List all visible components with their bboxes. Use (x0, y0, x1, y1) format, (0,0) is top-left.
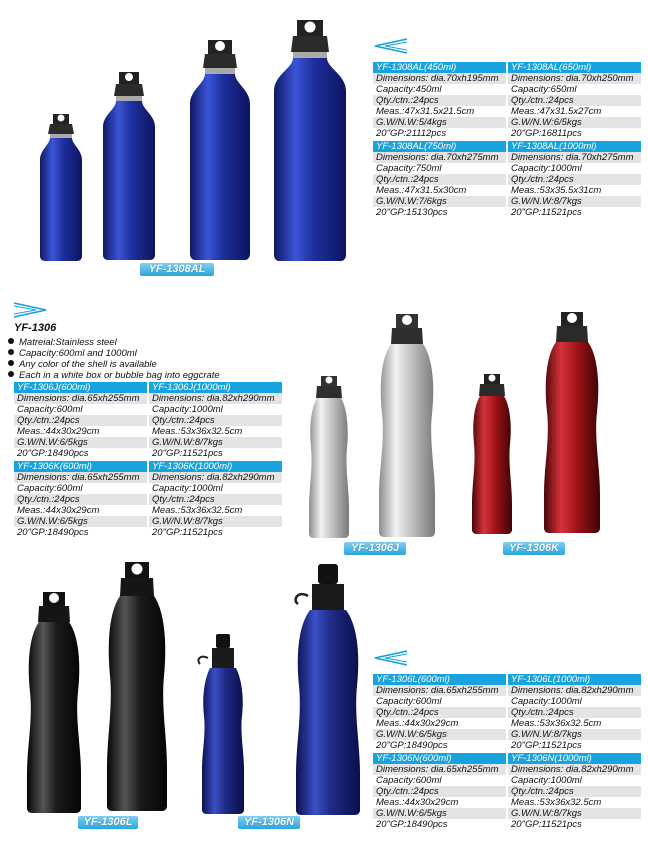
bullet-item: Each in a white box or bubble bag into eggcrate (8, 370, 220, 381)
spec-table-yf-1306ln (373, 674, 643, 830)
spec-line: G.W/N.W:8/7kgs (508, 808, 641, 819)
spec-block-1306l-600ml (373, 674, 506, 751)
spec-line: G.W/N.W:8/7kgs (149, 437, 282, 448)
spec-header: YF-1306N(1000ml) (508, 753, 641, 764)
spec-line: Dimensions: dia.65xh255mm (14, 393, 147, 404)
spec-line: G.W/N.W:5/4kgs (373, 117, 506, 128)
spec-line: Qty./ctn.:24pcs (373, 174, 506, 185)
spec-line: Dimensions: dia.70xh250mm (508, 73, 641, 84)
spec-block-1306n-600ml (373, 753, 506, 830)
bottle-yf-1306k-1000ml (538, 310, 606, 536)
label-yf-1306j: YF-1306J (344, 542, 406, 555)
spec-header: YF-1306J(1000ml) (149, 382, 282, 393)
spec-header: YF-1306K(1000ml) (149, 461, 282, 472)
spec-header: YF-1306J(600ml) (14, 382, 147, 393)
spec-line: 20"GP:18490pcs (17, 448, 89, 459)
spec-line: Qty./ctn.:24pcs (149, 415, 282, 426)
spec-line: Qty./ctn.:24pcs (373, 786, 506, 797)
spec-line: Capacity:450ml (376, 84, 442, 95)
spec-line: Dimensions: dia.82xh290mm (149, 472, 282, 483)
spec-line: Dimensions: dia.65xh255mm (14, 472, 147, 483)
spec-line: Capacity:1000ml (511, 775, 582, 786)
spec-block-1000ml (508, 141, 641, 218)
spec-header: YF-1306L(600ml) (373, 674, 506, 685)
spec-header: YF-1306K(600ml) (14, 461, 147, 472)
spec-line: Capacity:600ml (376, 775, 442, 786)
spec-line: Dimensions: dia.65xh255mm (373, 685, 506, 696)
spec-block-1306j-600ml (14, 382, 147, 459)
spec-line: 20"GP:16811pcs (511, 128, 582, 139)
bottle-yf-1306k-600ml (468, 372, 516, 536)
spec-line: Qty./ctn.:24pcs (373, 707, 506, 718)
spec-line: Meas.:44x30x29cm (17, 426, 100, 437)
spec-line: G.W/N.W:6/5kgs (508, 117, 641, 128)
spec-line: Meas.:47x31.5x27cm (511, 106, 602, 117)
spec-line: G.W/N.W:8/7kgs (508, 196, 641, 207)
label-yf-1306l: YF-1306L (78, 816, 138, 829)
spec-line: Qty./ctn.:24pcs (14, 494, 147, 505)
label-yf-1306k: YF-1306K (503, 542, 565, 555)
spec-line: Capacity:1000ml (511, 696, 582, 707)
spec-block-1306k-1000ml (149, 461, 282, 538)
spec-line: G.W/N.W:6/5kgs (14, 516, 147, 527)
spec-line: 20"GP:11521pcs (511, 819, 582, 830)
bullet-item: Any color of the shell is available (8, 359, 157, 370)
spec-line: Meas.:53x36x32.5cm (511, 718, 602, 729)
spec-header: YF-1308AL(450ml) (373, 62, 506, 73)
bottle-yf-1308al-650ml (99, 70, 159, 262)
spec-line: 20"GP:11521pcs (152, 527, 223, 538)
spec-line: Capacity:1000ml (511, 163, 582, 174)
spec-line: 20"GP:11521pcs (152, 448, 223, 459)
bottle-yf-1308al-750ml (186, 38, 254, 262)
spec-line: Capacity:650ml (511, 84, 577, 95)
spec-line: 20"GP:18490pcs (376, 819, 448, 830)
spec-line: Meas.:47x31.5x30cm (376, 185, 467, 196)
bottle-yf-1306l-1000ml (102, 560, 172, 816)
spec-line: Meas.:53x36x32.5cm (511, 797, 602, 808)
spec-line: Dimensions: dia.70xh275mm (373, 152, 506, 163)
spec-line: Meas.:53x36x32.5cm (152, 505, 243, 516)
spec-line: 20"GP:11521pcs (511, 207, 582, 218)
spec-line: Capacity:1000ml (152, 404, 223, 415)
spec-line: 20"GP:18490pcs (17, 527, 89, 538)
spec-line: G.W/N.W:6/5kgs (373, 808, 506, 819)
bottle-yf-1306n-600ml (196, 632, 250, 816)
spec-line: Capacity:1000ml (152, 483, 223, 494)
bullet-item: Capacity:600ml and 1000ml (8, 348, 137, 359)
spec-line: Meas.:53x35.5x31cm (511, 185, 602, 196)
spec-line: Qty./ctn.:24pcs (14, 415, 147, 426)
spec-line: Meas.:44x30x29cm (17, 505, 100, 516)
spec-line: Qty./ctn.:24pcs (373, 95, 506, 106)
label-yf-1306n: YF-1306N (238, 816, 300, 829)
spec-block-1306j-1000ml (149, 382, 282, 459)
spec-line: 20"GP:11521pcs (511, 740, 582, 751)
bottle-yf-1308al-450ml (36, 112, 86, 262)
bottle-yf-1306l-600ml (22, 590, 86, 816)
spec-line: Meas.:53x36x32.5cm (152, 426, 243, 437)
spec-block-650ml (508, 62, 641, 139)
spec-line: Qty./ctn.:24pcs (508, 786, 641, 797)
spec-line: Meas.:47x31.5x21.5cm (376, 106, 475, 117)
spec-line: Capacity:600ml (17, 404, 83, 415)
spec-header: YF-1306N(600ml) (373, 753, 506, 764)
bullet-item: Matreial:Stainless steel (8, 337, 117, 348)
spec-line: 20"GP:15130pcs (376, 207, 448, 218)
spec-line: G.W/N.W:6/5kgs (14, 437, 147, 448)
spec-line: Qty./ctn.:24pcs (508, 707, 641, 718)
spec-line: Qty./ctn.:24pcs (149, 494, 282, 505)
spec-line: Qty./ctn.:24pcs (508, 174, 641, 185)
spec-line: Dimensions: dia.70xh195mm (373, 73, 506, 84)
spec-line: 20"GP:18490pcs (376, 740, 448, 751)
spec-line: Capacity:750ml (376, 163, 442, 174)
spec-line: Qty./ctn.:24pcs (508, 95, 641, 106)
spec-table-yf-1306jk (14, 382, 284, 538)
spec-line: Capacity:600ml (17, 483, 83, 494)
spec-line: Meas.:44x30x29cm (376, 718, 459, 729)
section-title-yf-1306: YF-1306 (14, 322, 57, 334)
spec-block-1306n-1000ml (508, 753, 641, 830)
spec-line: Capacity:600ml (376, 696, 442, 707)
chevron-arrow-icon (14, 302, 48, 318)
spec-line: Dimensions: dia.82xh290mm (508, 685, 641, 696)
spec-header: YF-1308AL(750ml) (373, 141, 506, 152)
spec-block-1306k-600ml (14, 461, 147, 538)
spec-block-750ml (373, 141, 506, 218)
spec-line: Meas.:44x30x29cm (376, 797, 459, 808)
spec-block-1306l-1000ml (508, 674, 641, 751)
spec-block-450ml (373, 62, 506, 139)
chevron-arrow-icon (373, 38, 407, 54)
spec-header: YF-1306L(1000ml) (508, 674, 641, 685)
spec-line: G.W/N.W:7/6kgs (373, 196, 506, 207)
spec-line: G.W/N.W:6/5kgs (373, 729, 506, 740)
spec-line: Dimensions: dia.70xh275mm (508, 152, 641, 163)
spec-line: Dimensions: dia.65xh255mm (373, 764, 506, 775)
bottle-yf-1306j-600ml (306, 374, 352, 540)
bottle-yf-1308al-1000ml (270, 18, 350, 262)
spec-line: G.W/N.W:8/7kgs (149, 516, 282, 527)
spec-line: Dimensions: dia.82xh290mm (508, 764, 641, 775)
spec-line: 20"GP:21112pcs (376, 128, 447, 139)
spec-line: Dimensions: dia.82xh290mm (149, 393, 282, 404)
spec-line: G.W/N.W:8/7kgs (508, 729, 641, 740)
bottle-yf-1306j-1000ml (375, 312, 439, 540)
chevron-arrow-icon (373, 650, 407, 666)
label-yf-1308al: YF-1308AL (140, 263, 214, 276)
bottle-yf-1306n-1000ml (290, 562, 366, 816)
spec-header: YF-1308AL(1000ml) (508, 141, 641, 152)
spec-table-yf-1308al (373, 62, 643, 218)
spec-header: YF-1308AL(650ml) (508, 62, 641, 73)
